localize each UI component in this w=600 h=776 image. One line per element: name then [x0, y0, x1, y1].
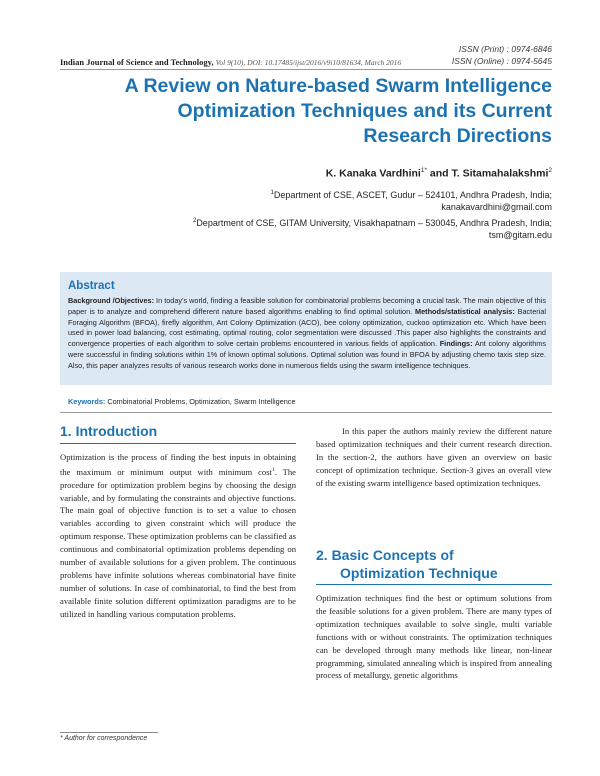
author-1-sup: 1*	[420, 167, 427, 174]
title-line-1: A Review on Nature-based Swarm Intelligence	[124, 75, 552, 97]
footnote: * Author for correspondence	[60, 735, 148, 742]
author-2: T. Sitamahalakshmi	[451, 167, 549, 180]
journal-citation	[60, 57, 401, 67]
abstract-methods-label: Methods/statistical analysis:	[415, 306, 515, 316]
keywords-rule	[60, 412, 552, 413]
intro-p1-a: Optimization is the process of finding the best inputs in obtaining the maximum or minimum output with minimum cost	[60, 452, 296, 477]
footnote-rule	[60, 732, 158, 733]
intro-heading: 1. Introduction	[60, 423, 158, 439]
issn-online: ISSN (Online) : 0974-5645	[451, 55, 552, 66]
title-line-3: Research Directions	[363, 125, 552, 147]
keywords-label: Keywords:	[68, 397, 106, 406]
intro-paragraph-2: In this paper the authors mainly review the different nature based optimization techniques and their current research direction. In the section-2, the authors have given an overview on basic concept of optimization technique. Section-3 gives an overall view of the existing swarm intelligence based optimization techniques.	[316, 426, 552, 488]
intro-p1-b: . The procedure for optimization problem begins by choosing the design variable, and by formulating the constraints and objective functions. The main goal of objective function is to set a value to chosen variables according to given constraint which will produce the optimum response. These optimization problems can be classified as continuous and combinatorial optimization problems depending on number of available solutions for a given problem. The continuous problems have infinite solutions whereas combinatorial have finite number of solutions. In case of combinatorial, to find the best from available finite solution different optimization paradigms are to be utilized in handling various computation problems.	[60, 466, 296, 619]
aff-1-sup: 1	[270, 190, 274, 196]
section2-heading-line-2: Optimization Technique	[340, 565, 498, 581]
journal-name: Indian Journal of Science and Technology,	[60, 57, 214, 67]
section2-heading-rule	[316, 584, 552, 585]
abstract-findings-text: Ant colony algorithms were successful in finding solutions within 1% of known optimal solutions. Optimal solution was found in BFOA by adjusting chemo taxis step size. Also, this paper analyzes results of various research works done in numerous fields using the swarm intelligence techniques.	[68, 339, 546, 370]
author-line	[326, 167, 552, 180]
abstract-heading: Abstract	[68, 280, 115, 292]
abstract-methods-text: Bacterial Foraging Algorithm (BFOA), firefly algorithm, Ant Colony Optimization (ACO), bee colony optimization, cuckoo optimization etc. Which have been used in power load balancing, cost estimating, optimal routing, color segmentation were discussed .This paper also highlights the constraints and convergence properties of each algorithm to solve certain problems encountered in various fields of application.	[68, 306, 547, 349]
section2-paragraph-1: Optimization techniques find the best or optimum solutions from the feasible solutions for a given problem. There are many types of optimization techniques available to solve single, multi variable functions with or without constraints. The optimization techniques can be developed through many methods like linear, non-linear programming, simulated annealing which is inspired from annealing process of metallurgy, genetic algorithms	[316, 593, 552, 681]
paper-title	[82, 74, 552, 149]
section2-heading-line-1: 2. Basic Concepts of	[316, 547, 454, 563]
keywords-text: Combinatorial Problems, Optimization, Swarm Intelligence	[105, 397, 296, 406]
author-joiner: and	[426, 167, 452, 180]
journal-details: Vol 9(10), DOI: 10.17485/ijst/2016/v9i10/81634, March 2016	[215, 58, 402, 67]
aff-1-text: Department of CSE, ASCET, Gudur – 524101, Andhra Pradesh, India;	[273, 190, 552, 200]
affiliation-2-email: tsm@gitam.edu	[488, 230, 552, 240]
section2-heading	[316, 546, 498, 582]
abstract-findings-label: Findings:	[439, 339, 473, 349]
author-2-sup: 2	[548, 167, 552, 174]
abstract-body	[68, 296, 546, 372]
intro-paragraph-1	[60, 451, 296, 621]
intro-p1-citation: 1	[271, 466, 275, 473]
intro-heading-rule	[60, 443, 296, 444]
title-line-2: Optimization Techniques and its Current	[177, 100, 552, 122]
abstract-bg-text: In today's world, finding a feasible solution for combinatorial problems becoming a crucial task. The main objective of this paper is to analyze and comprehend different nature based algorithms enabling to find optimal solution.	[68, 296, 546, 316]
issn-block	[452, 44, 552, 67]
aff-2-text: Department of CSE, GITAM University, Visakhapatnam – 530045, Andhra Pradesh, India;	[196, 218, 552, 228]
aff-2-sup: 2	[192, 218, 197, 224]
keywords-line	[68, 397, 552, 406]
header-rule	[60, 69, 552, 70]
affiliation-1-email: kanakavardhini@gmail.com	[441, 202, 552, 212]
author-1: K. Kanaka Vardhini	[325, 167, 421, 180]
abstract-bg-label: Background /Objectives:	[68, 296, 154, 305]
issn-print: ISSN (Print) : 0974-6846	[458, 44, 552, 54]
